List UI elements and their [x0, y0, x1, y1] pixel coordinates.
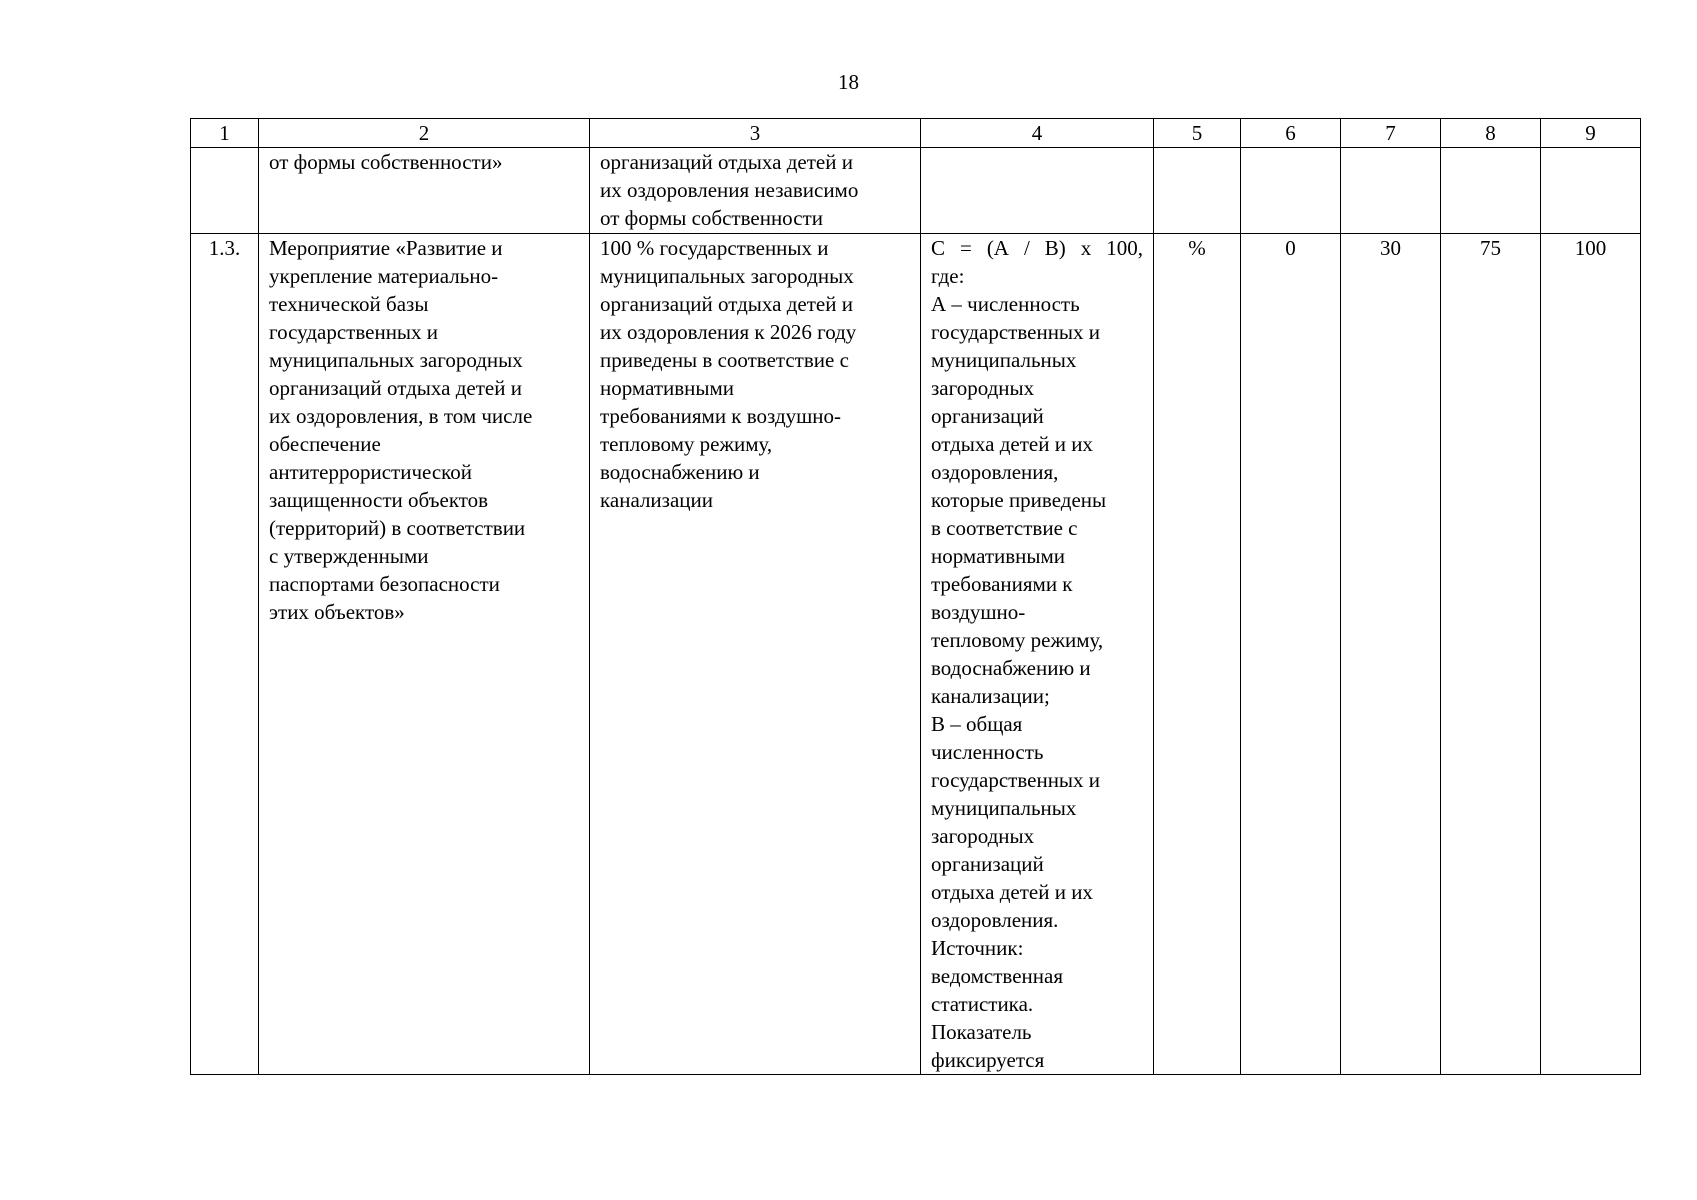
- text-line: организаций отдыха детей и: [600, 292, 853, 316]
- text-line: их оздоровления к 2026 году: [600, 320, 857, 344]
- text-line: Источник:: [931, 936, 1024, 960]
- cell-value: [1441, 148, 1541, 234]
- text-line: от формы собственности»: [269, 150, 503, 174]
- column-header: 9: [1541, 119, 1641, 148]
- text-line: приведены в соответствие с: [600, 348, 849, 372]
- column-header: 1: [191, 119, 259, 148]
- text-line: их оздоровления независимо: [600, 178, 859, 202]
- text-line: государственных и: [931, 768, 1101, 792]
- text-line: воздушно-: [931, 600, 1026, 624]
- column-header: 3: [590, 119, 921, 148]
- formula: С = (А / В) х 100,: [931, 236, 1143, 260]
- cell-value-7: 30: [1341, 234, 1441, 1075]
- text-line: загородных: [931, 824, 1035, 848]
- text-line: оздоровления.: [931, 908, 1059, 932]
- cell-method: [921, 148, 1154, 234]
- text-line: где:: [931, 264, 965, 288]
- text-line: Мероприятие «Развитие и: [269, 236, 503, 260]
- text-line: государственных и: [269, 320, 439, 344]
- text-line: с утвержденными: [269, 544, 429, 568]
- text-line: В – общая: [931, 712, 1023, 736]
- cell-value: [1241, 148, 1341, 234]
- text-line: паспортами безопасности: [269, 572, 500, 596]
- text-line: канализации;: [931, 684, 1050, 708]
- text-line: государственных и: [931, 320, 1101, 344]
- text-line: их оздоровления, в том числе: [269, 404, 533, 428]
- column-header: 4: [921, 119, 1154, 148]
- text-line: организаций: [931, 404, 1044, 428]
- text-line: численность: [931, 740, 1044, 764]
- cell-measure-name: [259, 148, 590, 234]
- cell-method: [921, 234, 1154, 1075]
- text-line: организаций отдыха детей и: [269, 376, 522, 400]
- table-row-1-3: [191, 234, 1641, 1075]
- table-row-continuation: [191, 148, 1641, 234]
- text-line: канализации: [600, 488, 713, 512]
- page-number: 18: [838, 70, 859, 94]
- text-line: водоснабжению и: [600, 460, 760, 484]
- text-line: нормативными: [600, 376, 735, 400]
- method-description: [931, 262, 1143, 1074]
- table-header-row: [191, 119, 1641, 148]
- text-line: муниципальных загородных: [600, 264, 854, 288]
- column-header: 8: [1441, 119, 1541, 148]
- cell-number: [191, 148, 259, 234]
- text-line: защищенности объектов: [269, 488, 489, 512]
- cell-number: 1.3.: [191, 234, 259, 1075]
- cell-value: [1541, 148, 1641, 234]
- text-line: в соответствие с: [931, 516, 1078, 540]
- cell-value-9: 100: [1541, 234, 1641, 1075]
- indicators-table: [190, 118, 1641, 1075]
- column-header: 5: [1154, 119, 1241, 148]
- text-line: отдыха детей и их: [931, 432, 1093, 456]
- text-line: тепловому режиму,: [931, 628, 1104, 652]
- cell-result: [590, 148, 921, 234]
- column-header: 7: [1341, 119, 1441, 148]
- cell-result: [590, 234, 921, 1075]
- cell-unit: %: [1154, 234, 1241, 1075]
- text-line: статистика.: [931, 992, 1034, 1016]
- text-line: которые приведены: [931, 488, 1107, 512]
- text-line: технической базы: [269, 292, 429, 316]
- text-line: этих объектов»: [269, 600, 405, 624]
- text-line: Показатель: [931, 1020, 1032, 1044]
- text-line: муниципальных загородных: [269, 348, 523, 372]
- text-line: нормативными: [931, 544, 1066, 568]
- text-line: требованиями к воздушно-: [600, 404, 842, 428]
- text-line: фиксируется: [931, 1048, 1045, 1072]
- cell-unit: [1154, 148, 1241, 234]
- cell-value-8: 75: [1441, 234, 1541, 1075]
- text-line: оздоровления,: [931, 460, 1059, 484]
- text-line: отдыха детей и их: [931, 880, 1093, 904]
- text-line: требованиями к: [931, 572, 1073, 596]
- text-line: от формы собственности: [600, 206, 823, 230]
- text-line: тепловому режиму,: [600, 432, 773, 456]
- cell-value: [1341, 148, 1441, 234]
- text-line: укрепление материально-: [269, 264, 499, 288]
- text-line: 100 % государственных и: [600, 236, 829, 260]
- text-line: А – численность: [931, 292, 1080, 316]
- cell-measure-name: [259, 234, 590, 1075]
- column-header: 2: [259, 119, 590, 148]
- text-line: муниципальных: [931, 796, 1077, 820]
- text-line: ведомственная: [931, 964, 1063, 988]
- column-header: 6: [1241, 119, 1341, 148]
- text-line: обеспечение: [269, 432, 381, 456]
- text-line: водоснабжению и: [931, 656, 1091, 680]
- text-line: (территорий) в соответствии: [269, 516, 526, 540]
- cell-value-6: 0: [1241, 234, 1341, 1075]
- text-line: организаций отдыха детей и: [600, 150, 853, 174]
- text-line: организаций: [931, 852, 1044, 876]
- text-line: загородных: [931, 376, 1035, 400]
- text-line: антитеррористической: [269, 460, 473, 484]
- text-line: муниципальных: [931, 348, 1077, 372]
